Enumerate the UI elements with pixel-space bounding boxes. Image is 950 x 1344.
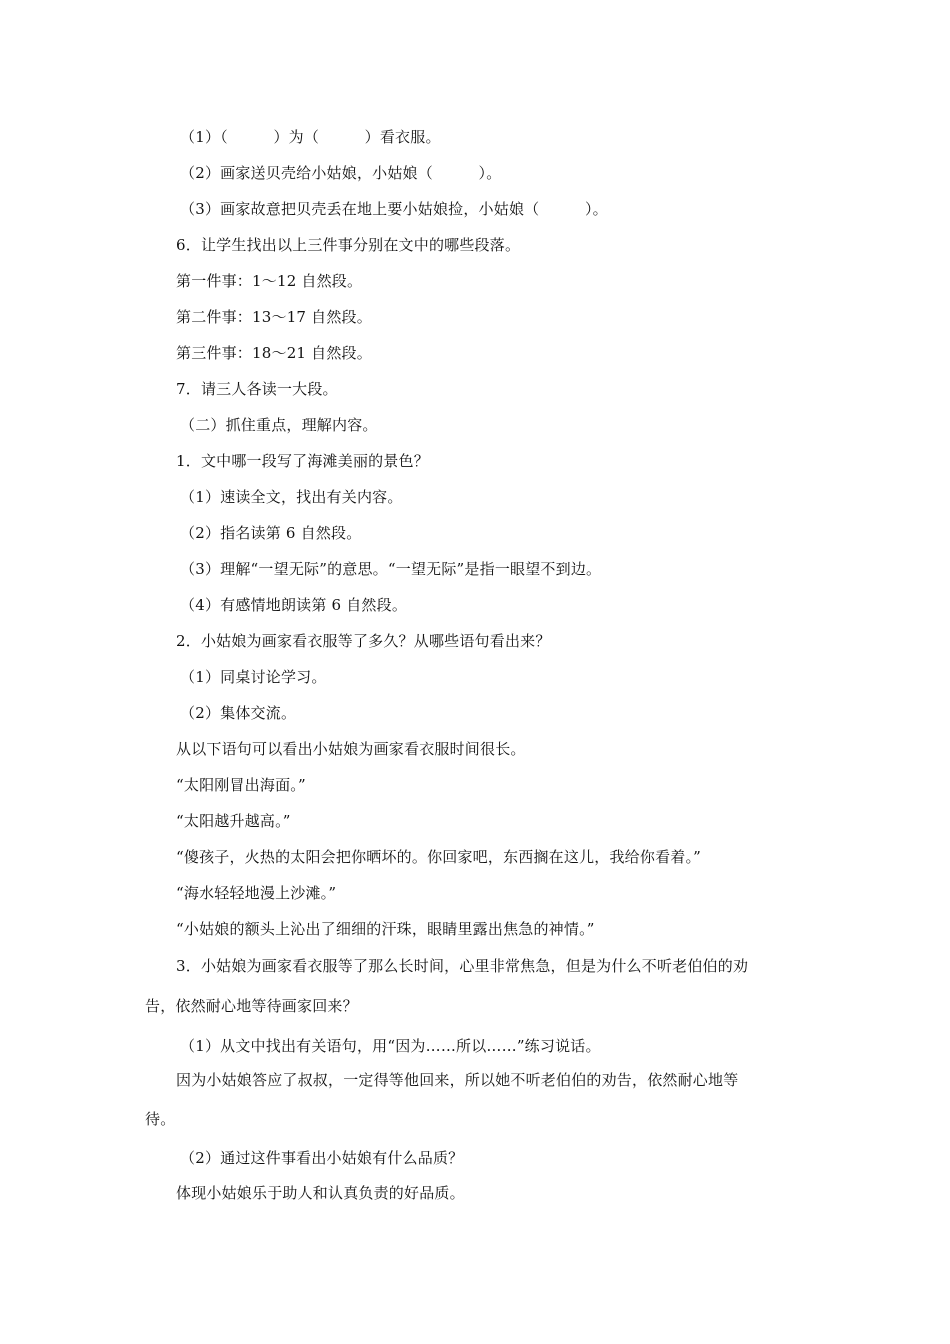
text-line: 待。 [145, 1110, 176, 1128]
text-line: 3．小姑娘为画家看衣服等了那么长时间，心里非常焦急，但是为什么不听老伯伯的劝 [176, 957, 749, 975]
text-line: （1）从文中找出有关语句，用“因为……所以……”练习说话。 [180, 1037, 601, 1055]
text-line: （二）抓住重点，理解内容。 [180, 416, 378, 434]
text-line: 1．文中哪一段写了海滩美丽的景色？ [176, 452, 429, 470]
text-line: 6．让学生找出以上三件事分别在文中的哪些段落。 [176, 236, 521, 254]
text-line: 体现小姑娘乐于助人和认真负责的好品质。 [176, 1184, 465, 1202]
text-line: （1）速读全文，找出有关内容。 [180, 488, 403, 506]
text-line: （3）画家故意把贝壳丢在地上要小姑娘捡，小姑娘（ ）。 [180, 200, 608, 218]
text-line: （2）通过这件事看出小姑娘有什么品质？ [180, 1149, 464, 1167]
text-line: “海水轻轻地漫上沙滩。” [176, 884, 337, 902]
text-line: “太阳越升越高。” [176, 812, 291, 830]
text-line: 第一件事：1～12 自然段。 [176, 272, 363, 290]
text-line: “太阳刚冒出海面。” [176, 776, 306, 794]
text-line: 2．小姑娘为画家看衣服等了多久？从哪些语句看出来？ [176, 632, 551, 650]
text-line: （1）（ ）为（ ）看衣服。 [180, 128, 441, 146]
text-line: （2）指名读第 6 自然段。 [180, 524, 362, 542]
text-line: （3）理解“一望无际”的意思。“一望无际”是指一眼望不到边。 [180, 560, 602, 578]
text-line: （1）同桌讨论学习。 [180, 668, 327, 686]
text-line: 因为小姑娘答应了叔叔，一定得等他回来，所以她不听老伯伯的劝告，依然耐心地等 [176, 1071, 739, 1089]
text-line: 第三件事：18～21 自然段。 [176, 344, 372, 362]
text-line: 告，依然耐心地等待画家回来？ [145, 997, 358, 1015]
text-line: “傻孩子，火热的太阳会把你晒坏的。你回家吧，东西搁在这儿，我给你看着。” [176, 848, 702, 866]
text-line: （2）画家送贝壳给小姑娘，小姑娘（ ）。 [180, 164, 502, 182]
text-line: “小姑娘的额头上沁出了细细的汗珠，眼睛里露出焦急的神情。” [176, 920, 595, 938]
text-line: （4）有感情地朗读第 6 自然段。 [180, 596, 408, 614]
text-line: 7．请三人各读一大段。 [176, 380, 338, 398]
text-line: 从以下语句可以看出小姑娘为画家看衣服时间很长。 [176, 740, 526, 758]
text-line: 第二件事：13～17 自然段。 [176, 308, 372, 326]
text-line: （2）集体交流。 [180, 704, 297, 722]
